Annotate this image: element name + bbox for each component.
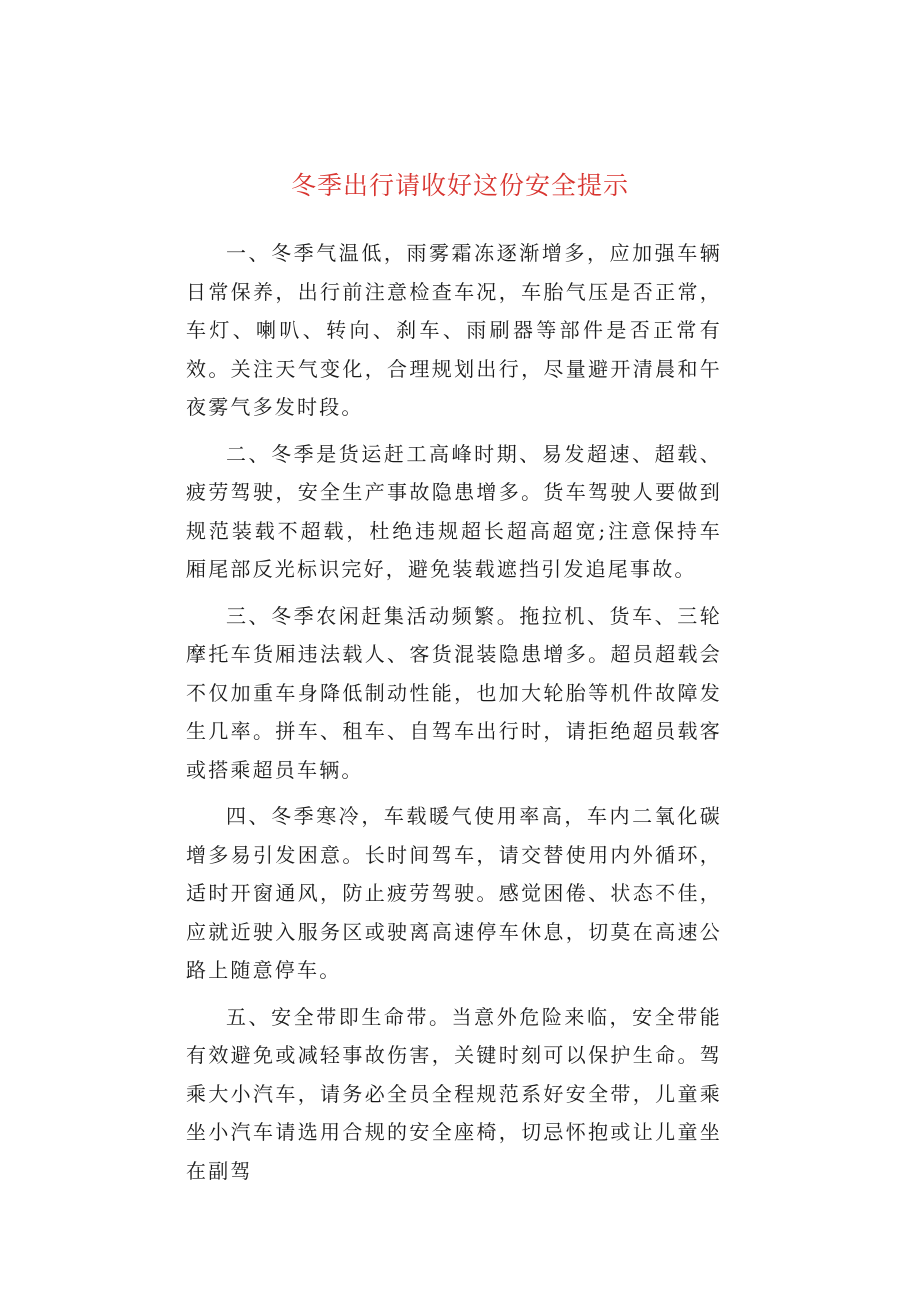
paragraph-5: 五、安全带即生命带。当意外危险来临，安全带能有效避免或减轻事故伤害，关键时刻可以保护生命。驾乘大小汽车，请务必全员全程规范系好安全带，儿童乘坐小汽车请选用合规的安全座椅，切忌怀抱或让儿童坐在副驾 <box>186 1004 722 1183</box>
document-body <box>186 234 722 1198</box>
paragraph-3: 三、冬季农闲赶集活动频繁。拖拉机、货车、三轮摩托车货厢违法载人、客货混装隐患增多。超员超载会不仅加重车身降低制动性能，也加大轮胎等机件故障发生几率。拼车、租车、自驾车出行时，请拒绝超员载客或搭乘超员车辆。 <box>186 603 722 782</box>
paragraph-2: 二、冬季是货运赶工高峰时期、易发超速、超载、疲劳驾驶，安全生产事故隐患增多。货车驾驶人要做到规范装载不超载，杜绝违规超长超高超宽;注意保持车厢尾部反光标识完好，避免装载遮挡引发追尾事故。 <box>186 441 722 581</box>
paragraph-1: 一、冬季气温低，雨雾霜冻逐渐增多，应加强车辆日常保养，出行前注意检查车况，车胎气压是否正常，车灯、喇叭、转向、刹车、雨刷器等部件是否正常有效。关注天气变化，合理规划出行，尽量避开清晨和午夜雾气多发时段。 <box>186 241 722 419</box>
paragraph-4: 四、冬季寒冷，车载暖气使用率高，车内二氧化碳增多易引发困意。长时间驾车，请交替使用内外循环，适时开窗通风，防止疲劳驾驶。感觉困倦、状态不佳，应就近驶入服务区或驶离高速停车休息，切莫在高速公路上随意停车。 <box>186 804 722 982</box>
document-title: 冬季出行请收好这份安全提示 <box>290 171 629 200</box>
